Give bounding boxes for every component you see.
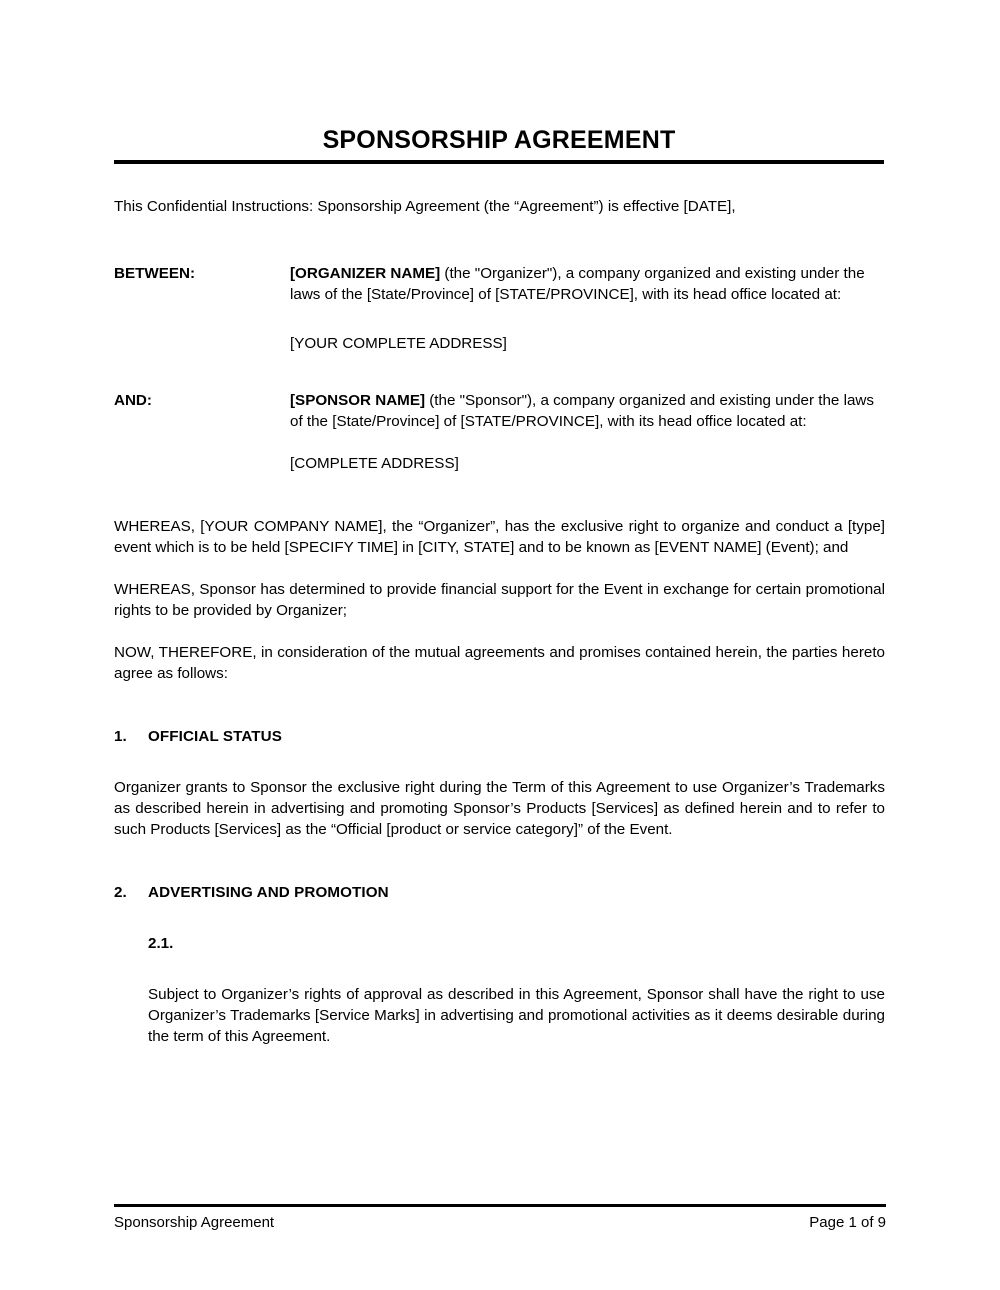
- recital-whereas-sponsor: WHEREAS, Sponsor has determined to provide financial support for the Event in exchange for certain promotional rights to be provided by Organizer;: [114, 581, 885, 619]
- intro-paragraph: This Confidential Instructions: Sponsorship Agreement (the “Agreement”) is effective [DATE],: [114, 198, 736, 215]
- section-title-1: OFFICIAL STATUS: [148, 728, 282, 745]
- party-description-sponsor: [290, 390, 885, 432]
- subsection-number-2-1: 2.1.: [148, 935, 174, 952]
- spacer: [114, 903, 885, 933]
- spacer: [114, 558, 885, 579]
- sponsor-description-text: (the "Sponsor"), a company organized and existing under the laws of the [State/Province] of [STATE/PROVINCE], with its head office located at:: [290, 392, 874, 430]
- spacer: [114, 840, 885, 882]
- subsection-body-2-1: Subject to Organizer’s rights of approval as described in this Agreement, Sponsor shall have the right to use Organizer’s Trademarks [Service Marks] in advertising and promotional activities as it deems desirable during the term of this Agreement.: [148, 986, 885, 1045]
- section-heading-official-status: [114, 726, 885, 747]
- footer-document-name: Sponsorship Agreement: [114, 1214, 275, 1231]
- spacer: [114, 954, 885, 984]
- spacer: [114, 354, 885, 390]
- spacer: [114, 474, 885, 516]
- spacer: [114, 217, 885, 263]
- sponsor-address-placeholder: [COMPLETE ADDRESS]: [290, 455, 459, 472]
- party-row-organizer: [114, 263, 885, 305]
- party-row-sponsor: [114, 390, 885, 432]
- organizer-address-placeholder: [YOUR COMPLETE ADDRESS]: [290, 335, 507, 352]
- title-divider: [114, 160, 884, 164]
- recital-now-therefore: NOW, THEREFORE, in consideration of the mutual agreements and promises contained herein, the parties hereto agree as follows:: [114, 644, 885, 682]
- section-body-1: Organizer grants to Sponsor the exclusive right during the Term of this Agreement to use Organizer’s Trademarks as described herein in advertising and promoting Sponsor’s Products [Services] as defined herein and to refer to such Products [Services] as the “Official [product or service category]” of the Event.: [114, 779, 885, 838]
- footer-divider: [114, 1204, 886, 1207]
- spacer: [114, 747, 885, 777]
- organizer-name-placeholder: [ORGANIZER NAME]: [290, 265, 441, 282]
- section-title-2: ADVERTISING AND PROMOTION: [148, 884, 389, 901]
- document-body: [114, 196, 885, 1047]
- section-heading-advertising-promotion: [114, 882, 885, 903]
- spacer: [114, 684, 885, 726]
- footer-page-number: Page 1 of 9: [809, 1214, 886, 1231]
- organizer-description-text: (the "Organizer"), a company organized and existing under the laws of the [State/Province] of [STATE/PROVINCE], with its head office located at:: [290, 265, 865, 303]
- spacer: [114, 621, 885, 642]
- party-description-organizer: [290, 263, 885, 305]
- section-number-2: 2.: [114, 884, 127, 901]
- spacer: [114, 432, 885, 453]
- sponsor-name-placeholder: [SPONSOR NAME]: [290, 392, 426, 409]
- section-number-1: 1.: [114, 728, 127, 745]
- page-footer: [114, 1212, 886, 1233]
- party-label-between: BETWEEN:: [114, 265, 195, 282]
- page-title: SPONSORSHIP AGREEMENT: [322, 125, 676, 154]
- party-label-and: AND:: [114, 392, 152, 409]
- recital-whereas-organizer: WHEREAS, [YOUR COMPANY NAME], the “Organizer”, has the exclusive right to organize and conduct a [type] event which is to be held [SPECIFY TIME] in [CITY, STATE] and to be known as [EVENT NAME] (Event); and: [114, 518, 885, 556]
- spacer: [114, 305, 885, 333]
